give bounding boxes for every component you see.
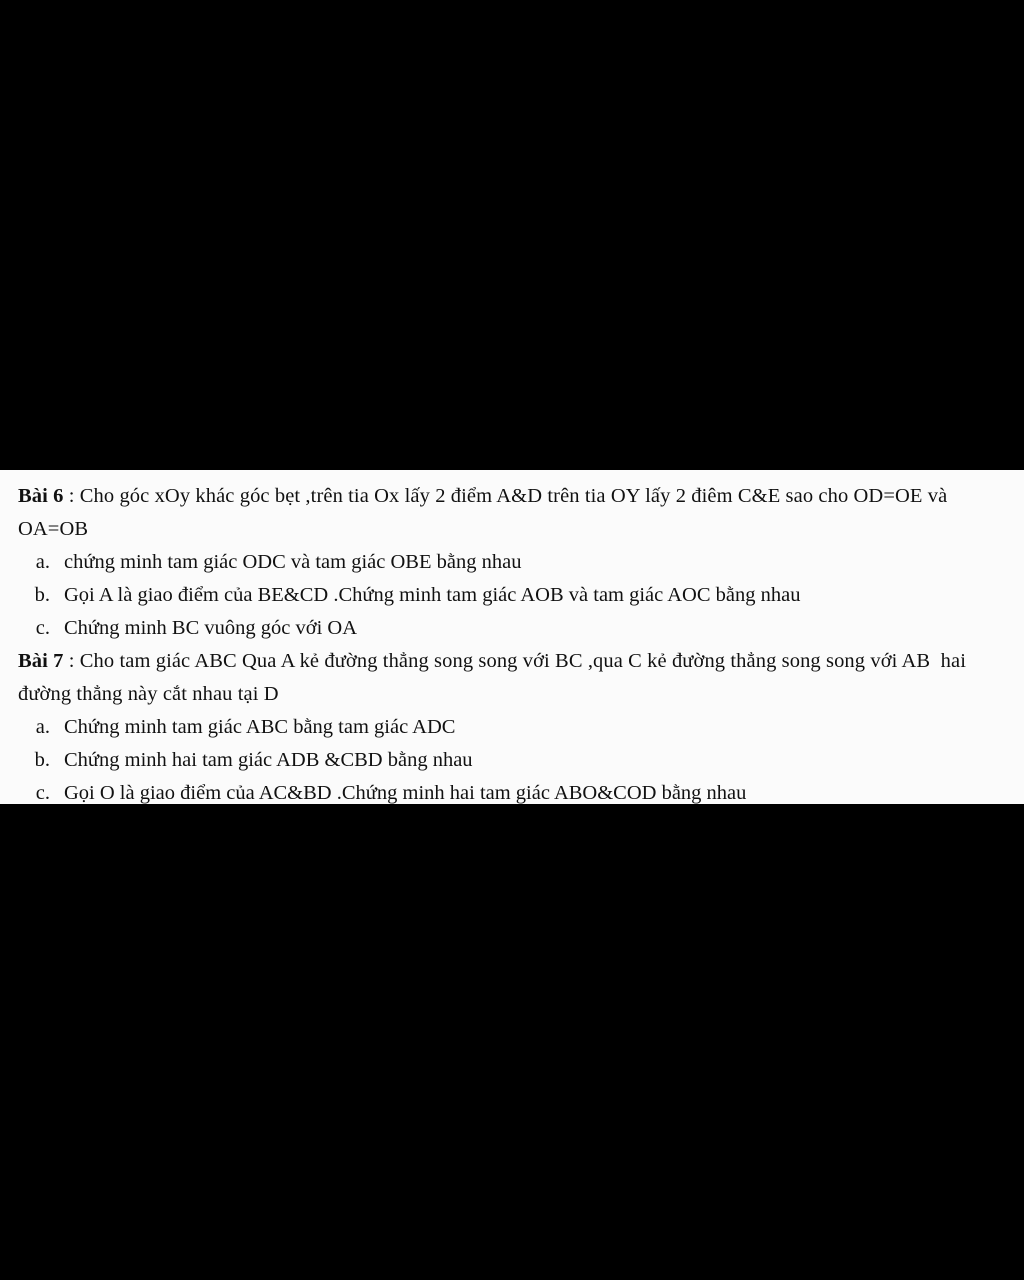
list-item-marker: c. — [35, 782, 50, 804]
list-item-text: Gọi A là giao điểm của BE&CD .Chứng minh tam giác AOB và tam giác AOC bằng nhau — [64, 584, 801, 606]
exercise-6-items — [18, 546, 1008, 645]
list-item-marker: a. — [35, 716, 50, 738]
list-item-marker: b. — [34, 584, 50, 606]
list-item-text: Chứng minh hai tam giác ADB &CBD bằng nhau — [64, 749, 473, 771]
exercise-6-separator: : — [63, 485, 80, 507]
list-item — [18, 546, 1008, 579]
list-item — [18, 711, 1008, 744]
list-item-marker: b. — [34, 749, 50, 771]
list-item — [18, 612, 1008, 645]
document-scan — [0, 470, 1024, 804]
exercise-7-prompt-text: Cho tam giác ABC Qua A kẻ đường thẳng song song với BC ,qua C kẻ đường thẳng song song với AB hai đường thẳng này cắt nhau tại D — [18, 650, 972, 705]
list-item-text: Chứng minh BC vuông góc với OA — [64, 617, 358, 639]
list-item — [18, 744, 1008, 777]
list-item-text: chứng minh tam giác ODC và tam giác OBE bằng nhau — [64, 551, 522, 573]
exercise-block-6 — [18, 480, 1008, 645]
document-text-area — [18, 470, 1008, 804]
list-item-text: Chứng minh tam giác ABC bằng tam giác ADC — [64, 716, 456, 738]
exercise-6-prompt — [18, 480, 1008, 546]
list-item-marker: a. — [35, 551, 50, 573]
clipped-text-fragment — [18, 470, 438, 472]
list-item — [18, 777, 1008, 804]
list-item — [18, 579, 1008, 612]
list-item-marker: c. — [35, 617, 50, 639]
exercise-7-items — [18, 711, 1008, 804]
exercise-6-prompt-text: Cho góc xOy khác góc bẹt ,trên tia Ox lấy 2 điểm A&D trên tia OY lấy 2 điêm C&E sao cho OD=OE và OA=OB — [18, 485, 953, 540]
exercise-6-label: Bài 6 — [18, 485, 64, 507]
exercise-block-7 — [18, 645, 1008, 804]
exercise-7-label: Bài 7 — [18, 650, 64, 672]
list-item-text: Gọi O là giao điểm của AC&BD .Chứng minh hai tam giác ABO&COD bằng nhau — [64, 782, 747, 804]
exercise-7-prompt — [18, 645, 1008, 711]
exercise-7-separator: : — [63, 650, 80, 672]
